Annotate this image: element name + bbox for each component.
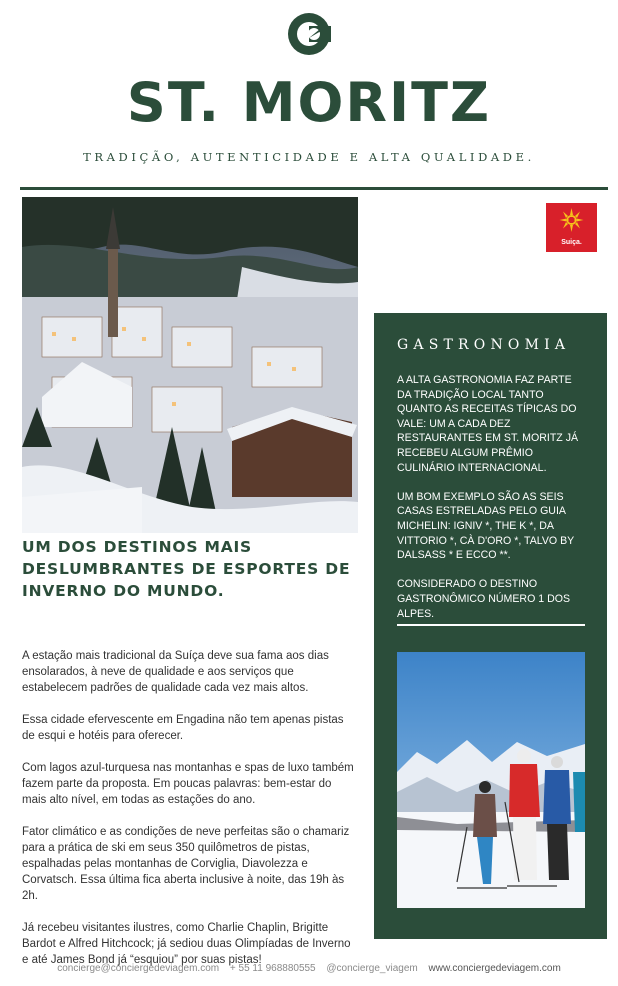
article-paragraph: Fator climático e as condições de neve perfeitas são o chamariz para a prática de ski em seus 350 quilômetros de pistas, espalhadas pelas montanhas de Corviglia, Diavolezza e Corvatsch. Essa última fica aberta inclusive à noite, das 19h às 2h. — [22, 826, 350, 902]
article-paragraph: Já recebeu visitantes ilustres, como Charlie Chaplin, Brigitte Bardot e Alfred Hitchcock; já sediou duas Olimpíadas de Inverno e até James Bond já “esquiou” por suas pistas! — [22, 922, 351, 966]
page-subtitle: TRADIÇÃO, AUTENTICIDADE E ALTA QUALIDADE. — [83, 150, 535, 164]
st-moritz-village-photo — [22, 197, 358, 533]
footer-social[interactable]: @concierge_viagem — [326, 963, 418, 974]
switzerland-tourism-badge — [546, 203, 597, 252]
article-paragraph: A estação mais tradicional da Suíça deve sua fama aos dias ensolarados, à neve de qualidade e aos serviços que estabelecem padrões de qualidade cada vez mais altos. — [22, 650, 329, 694]
page-title: ST. MORITZ — [126, 71, 492, 134]
badge-label: Suiça. — [561, 239, 582, 246]
skiers-on-mountain-photo — [397, 652, 585, 908]
gastronomy-paragraph: UM BOM EXEMPLO SÃO AS SEIS CASAS ESTRELADAS PELO GUIA MICHELIN: IGNIV *, THE K *, DA VITTORIO *, CÀ D'ORO *, TALVO BY DALSASS * E ECCO **. — [397, 490, 575, 562]
gastronomy-title: GASTRONOMIA — [397, 337, 571, 353]
article-paragraph: Com lagos azul-turquesa nas montanhas e spas de luxo também fazem parte da proposta. Em poucas palavras: bem-estar do mais alto nível, em todas as estações do ano. — [22, 762, 354, 806]
switzerland-sun-logo-icon — [546, 203, 597, 237]
footer-phone[interactable]: + 55 11 968880555 — [229, 963, 316, 974]
gastronomy-divider — [397, 624, 585, 626]
header-divider — [20, 187, 608, 190]
main-headline: UM DOS DESTINOS MAIS DESLUMBRANTES DE ESPORTES DE INVERNO DO MUNDO. — [22, 538, 351, 600]
gastronomy-paragraph: CONSIDERADO O DESTINO GASTRONÔMICO NÚMERO 1 DOS ALPES. — [397, 578, 571, 620]
concierge-c-logo-icon — [287, 12, 331, 56]
footer-email[interactable]: concierge@conciergedeviagem.com — [57, 963, 220, 974]
gastronomy-text — [397, 373, 587, 636]
main-article — [22, 648, 358, 984]
article-paragraph: Essa cidade efervescente em Engadina não tem apenas pistas de esqui e hotéis para oferecer. — [22, 714, 344, 742]
gastronomy-panel — [374, 313, 607, 939]
gastronomy-paragraph: A ALTA GASTRONOMIA FAZ PARTE DA TRADIÇÃO LOCAL TANTO QUANTO AS RECEITAS TÍPICAS DO VALE: UM A CADA DEZ RESTAURANTES EM ST. MORITZ JÁ RECEBEU ALGUM PRÊMIO CULINÁRIO INTERNACIONAL. — [397, 374, 579, 474]
footer — [0, 963, 618, 974]
footer-website[interactable]: www.conciergedeviagem.com — [428, 963, 561, 974]
